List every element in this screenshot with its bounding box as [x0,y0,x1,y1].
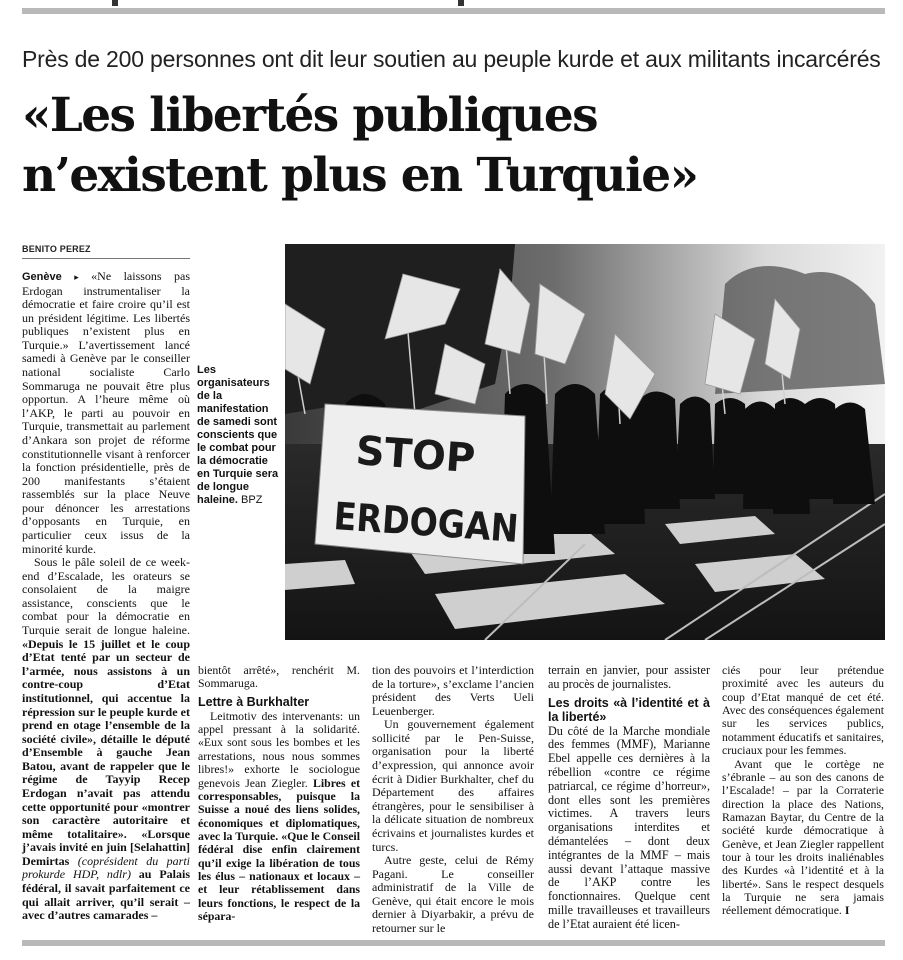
subhead-lettre-a-burkhalter: Lettre à Burkhalter [198,694,310,709]
subhead-les-droits: Les droits «à l’identité et à la liberté» [548,695,710,724]
headline-line-1: «Les libertés publiques [22,88,598,143]
column-1-paragraph-2: Sous le pâle soleil de ce week-end d’Escalade, les orateurs se consolaient de la maigre assistance, conscients que le combat pour la démocratie en Turquie serait de longue haleine. [22,555,190,638]
column-5-paragraph-1: ciés pour leur prétendue proximité avec les auteurs du coup d’Etat manqué de cet été. Avec des conséquences également sur les services publics, notamment éducatifs et sanitaires, cruciaux pour les femmes. [722,663,884,758]
kicker: Près de 200 personnes ont dit leur soutien au peuple kurde et aux militants incarcérés [22,46,881,72]
end-mark: I [844,903,850,918]
column-2-paragraph-2: Leitmotiv des intervenants: un appel pressant à la solidarité. «Eux sont sous les bombes et les arrestations, nous nous sommes libres!» exhorte le sociologue genevois Jean Ziegler. [198,708,360,790]
byline: BENITO PEREZ [22,244,91,254]
article-column-1 [22,270,190,923]
top-rule-notch [112,0,118,6]
headline [22,86,882,206]
bottom-rule [22,940,885,946]
top-rule [22,8,885,14]
photo-caption [197,364,279,507]
column-3-paragraph-2: Un gouvernement également sollicité par le Pen-Suisse, organisation pour la liberté d’expression, qui annonce avoir écrit à Didier Burkhalter, chef du Département des affaires étrangères, pour le sensibiliser à la délicate situation de nombreux écrivains et journalistes kurdes et turcs. [372,717,534,854]
article-column-4 [548,664,710,932]
caption-credit: BPZ [241,494,263,506]
column-1-tail: au Palais fédéral, il savait parfaitement ce qui allait arriver, qu’il serait – avec d’autres camarades – [22,867,190,923]
protest-photo [285,244,885,640]
protest-photo-drawing [285,244,885,640]
column-1-paragraph-2-bold: «Depuis le 15 juillet et le coup d’Etat tenté par un secteur de l’armée, nous assistons à un contre-coup d’Etat institutionnel, qui accentue la répression sur le peuple kurde et prend en otage l’ensemble de la société civile», détaille le député d’Ensemble à gauche Jean Batou, avant de rappeler que le régime de Tayyip Recep Erdogan n’avait pas attendu cette opportunité pour «montrer son caractère autoritaire et même totalitaire». «Lorsque j’avais invité en juin [Selahattin] Demirtas [22,636,190,868]
column-5-paragraph-2: Avant que le cortège ne s’ébranle – au son des canons de l’Escalade! – par la Corraterie direction la place des Nations, Ramazan Baytar, du Centre de la société kurde démocratique à Genève, et Jean Ziegler rappellent tour à tour les droits inaliénables des Kurdes «à l’identité et à la liberté». Sans le respect desquels la Turquie ne sera jamais réellement démocratique. [722,756,884,918]
dateline-place: Genève [22,271,62,283]
article-column-3 [372,664,534,936]
article-column-5 [722,664,884,918]
top-rule-notch [458,0,464,6]
column-4-paragraph-1: terrain en janvier, pour assister au procès de journalistes. [548,663,710,691]
caption-text: Les organisateurs de la manifestation de samedi sont conscients que le combat pour la démocratie en Turquie sera de longue haleine. [197,364,279,506]
column-3-paragraph-3: Autre geste, celui de Rémy Pagani. Le conseiller administratif de la Ville de Genève, qui était encore le mois dernier à Diyarbakir, a prévu de retourner sur le [372,853,534,935]
photo-banner [315,404,547,564]
byline-rule [22,258,190,259]
banner-text-erdogan: ERDOGAN [332,494,547,553]
column-3-paragraph-1: tion des pouvoirs et l’interdiction de la torture», s’exclame l’ancien président des Verts Ueli Leuenberger. [372,663,534,718]
article-column-2 [198,664,360,923]
column-4-paragraph-2: Du côté de la Marche mondiale des femmes (MMF), Marianne Ebel appelle ces dernières à la rébellion «contre ce régime patriarcal, ce régime d’horreur», dont elles sont les premières victimes. A travers leurs organisations interdites et démantelées – dont deux intégrantes de la MMF – mais aussi devant l’attaque massive de l’AKP contre les fonctionnaires. Quelque cent mille travailleuses et travailleurs de l’Etat auraient été licen- [548,723,710,931]
column-1-paragraph-1: «Ne laissons pas Erdogan instrumentaliser la démocratie et faire croire qu’il est un président légitime. Les libertés publiques n’existent plus en Turquie.» L’avertissement lancé samedi à Genève par le conseiller national socialiste Carlo Sommaruga ne pouvait être plus opportun. A l’heure même où l’AKP, le parti au pouvoir en Turquie, transmettait au parlement d’Ankara son projet de réforme constitutionnelle visant à renforcer la fonction présidentielle, près de 200 manifestants s’étaient rassemblés sur la place Neuve pour dénoncer les arrestations d’opposants en Turquie, en particulier ceux issus de la minorité kurde. [22,269,191,556]
headline-line-2: n’existent plus en Turquie» [22,148,698,203]
column-1-italic-aside: (coprésident du parti prokurde HDP, ndlr) [22,853,190,882]
banner-text-stop: STOP [354,428,477,483]
dateline-marker: ▸ [74,272,79,282]
column-2-paragraph-2-bold: Libres et corresponsables, puisque la Suisse a noué des liens solides, économiques et diplomatiques, avec la Turquie. «Que le Conseil fédéral dise enfin clairement qu’il exige la libération de tous les élus – nationaux et locaux – et leur rétablissement dans leurs fonctions, le respect de la sépara- [198,775,361,924]
column-2-paragraph-1: bientôt arrêté», renchérit M. Sommaruga. [198,663,360,691]
